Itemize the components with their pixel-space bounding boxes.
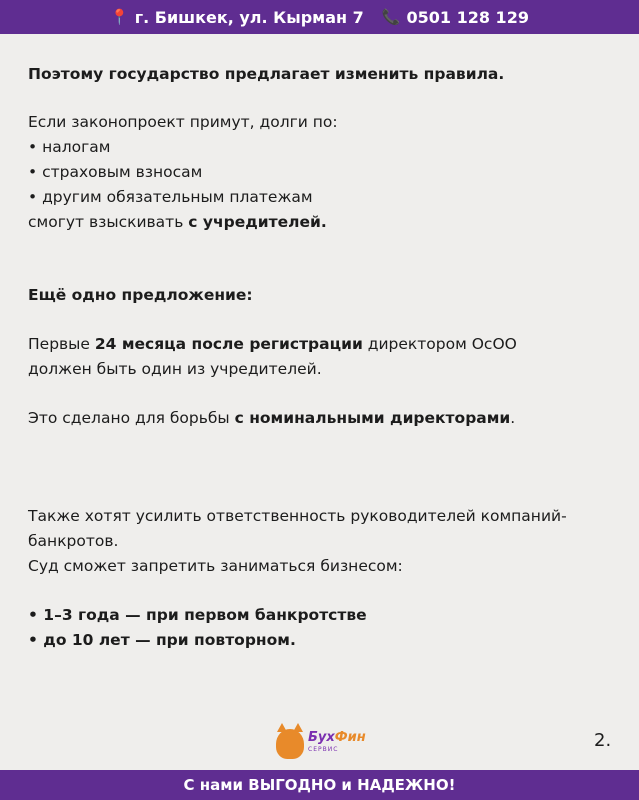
section-heading: Ещё одно предложение: [28,286,253,304]
director-rule-line2: должен быть один из учредителей. [28,360,322,378]
bullet-repeat-bankruptcy: • до 10 лет — при повторном. [28,631,296,649]
company-logo [276,724,366,764]
location-pin-icon: 📍 [110,8,129,26]
logo-name-part2: Фин [334,730,366,745]
director-rule-line1: Первые 24 месяца после регистрации директором ОсОО [28,335,517,353]
header-phone[interactable]: 0501 128 129 [406,7,529,27]
nominal-directors-note: Это сделано для борьбы с номинальными директорами. [28,409,516,427]
phone-icon: 📞 [381,8,401,26]
footer-bar [0,770,639,800]
debts-intro: Если законопроект примут, долги по: [28,113,338,131]
logo-sub: СЕРВИС [308,746,339,753]
logo-name-part1: Бух [308,730,335,745]
bullet-insurance: • страховым взносам [28,163,203,181]
bankruptcy-line2: банкротов. [28,532,119,550]
debts-conclusion: смогут взыскивать с учредителей. [28,213,327,231]
header-bar [0,0,639,34]
page-number: 2. [594,730,612,751]
bankruptcy-line3: Суд сможет запретить заниматься бизнесом: [28,557,403,575]
main-content [28,62,618,653]
cat-logo-icon [276,729,304,759]
bullet-first-bankruptcy: • 1–3 года — при первом банкротстве [28,606,367,624]
footer-slogan: С нами ВЫГОДНО и НАДЕЖНО! [183,776,456,794]
header-address: г. Бишкек, ул. Кырман 7 [134,7,364,27]
intro-heading: Поэтому государство предлагает изменить правила. [28,65,505,83]
bullet-other: • другим обязательным платежам [28,188,313,206]
bankruptcy-line1: Также хотят усилить ответственность руководителей компаний- [28,507,567,525]
bullet-taxes: • налогам [28,138,111,156]
